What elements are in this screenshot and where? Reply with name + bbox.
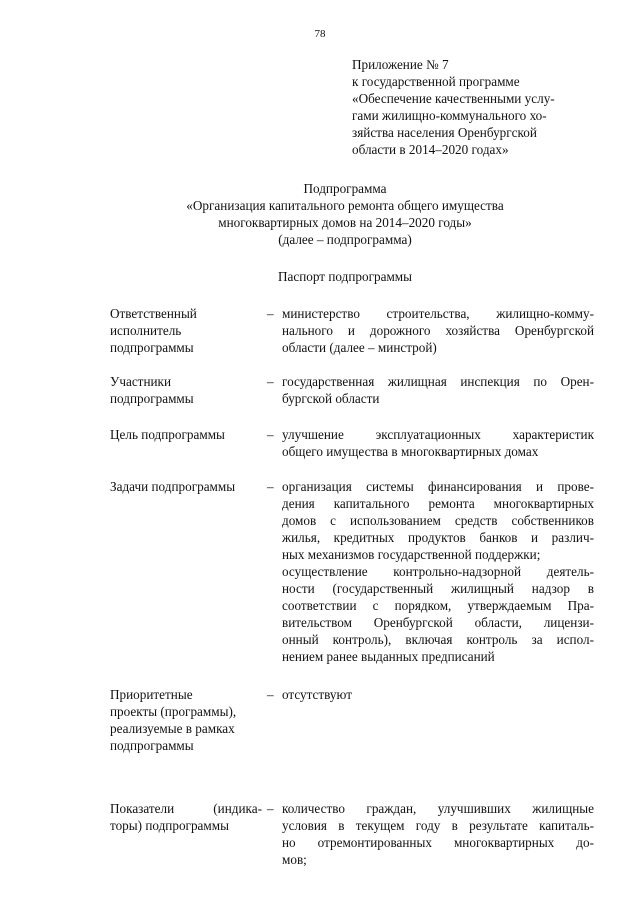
row-dash: – [267,801,274,816]
title-line: многоквартирных домов на 2014–2020 годы» [218,215,472,230]
content-line: отсутствуют [282,687,352,702]
content-line: государственная жилищная инспекция по Орен- [282,374,594,389]
content-line: нального и дорожного хозяйства Оренбургской [282,323,594,338]
content-line: онный контроль), включая контроль за испол- [282,632,594,647]
row-content [282,478,594,665]
appendix-line: гами жилищно-коммунального хо- [352,108,547,123]
row-label [110,800,262,834]
title-line: «Организация капитального ремонта общего имущества [186,198,504,213]
subprogram-title [110,180,580,248]
content-line: мов; [282,852,307,867]
content-line: соответствии с порядком, утверждаемым Пра- [282,598,594,613]
appendix-line: зяйства населения Оренбургской [352,125,537,140]
appendix-line: «Обеспечение качественными услу- [352,91,555,106]
row-label [110,305,262,356]
title-line: (далее – подпрограмма) [278,232,412,247]
title-line: Подпрограмма [303,181,387,196]
row-label [110,686,262,754]
content-line: нением ранее выданных предписаний [282,649,495,664]
content-line: организация системы финансирования и прове- [282,479,594,494]
content-line: домов с использованием средств собственников [282,513,594,528]
label-line: Приоритетные [110,687,193,702]
content-line: улучшение эксплуатационных характеристик [282,427,594,442]
row-content [282,305,594,356]
label-line: проекты (программы), [110,704,237,719]
content-line: количество граждан, улучшивших жилищные [282,801,594,816]
content-line: условия в текущем году в результате капиталь- [282,818,594,833]
content-line: вительством Оренбургской области, лицензи- [282,615,594,630]
label-line: Участники [110,374,172,389]
label-line: Цель подпрограммы [110,427,225,442]
label-line: торы) подпрограммы [110,818,229,833]
row-content [282,426,594,460]
cut-off-text-fragment [200,894,620,898]
label-line: подпрограммы [110,340,194,355]
label-line: Ответственный [110,306,197,321]
row-dash: – [267,427,274,442]
passport-heading: Паспорт подпрограммы [278,269,412,284]
label-line: Показатели (индика- [110,801,262,816]
content-line: но отремонтированных многоквартирных до- [282,835,594,850]
content-line: общего имущества в многоквартирных домах [282,444,539,459]
row-label [110,426,262,443]
row-dash: – [267,479,274,494]
appendix-line: Приложение № 7 [352,57,449,72]
label-line: Задачи подпрограммы [110,479,236,494]
row-dash: – [267,687,274,702]
row-dash: – [267,306,274,321]
page-number: 78 [314,28,326,40]
row-content [282,373,594,407]
label-line: подпрограммы [110,391,194,406]
label-line: реализуемые в рамках [110,721,235,736]
row-dash: – [267,374,274,389]
row-label [110,478,262,495]
label-line: исполнитель [110,323,182,338]
appendix-line: к государственной программе [352,74,520,89]
content-line: жилья, кредитных продуктов банков и различ- [282,530,594,545]
row-label [110,373,262,407]
content-line: области (далее – минстрой) [282,340,437,355]
content-line: бургской области [282,391,380,406]
label-line: подпрограммы [110,738,194,753]
content-line: министерство строительства, жилищно-комму- [282,306,594,321]
content-line: дения капитального ремонта многоквартирных [282,496,594,511]
row-content [282,800,594,868]
content-line: ности (государственный жилищный надзор в [282,581,594,596]
row-content [282,686,594,703]
appendix-line: области в 2014–2020 годах» [352,142,509,157]
content-line: ных механизмов государственной поддержки; [282,547,541,562]
appendix-note [352,56,592,158]
content-line: осуществление контрольно-надзорной деятель- [282,564,594,579]
